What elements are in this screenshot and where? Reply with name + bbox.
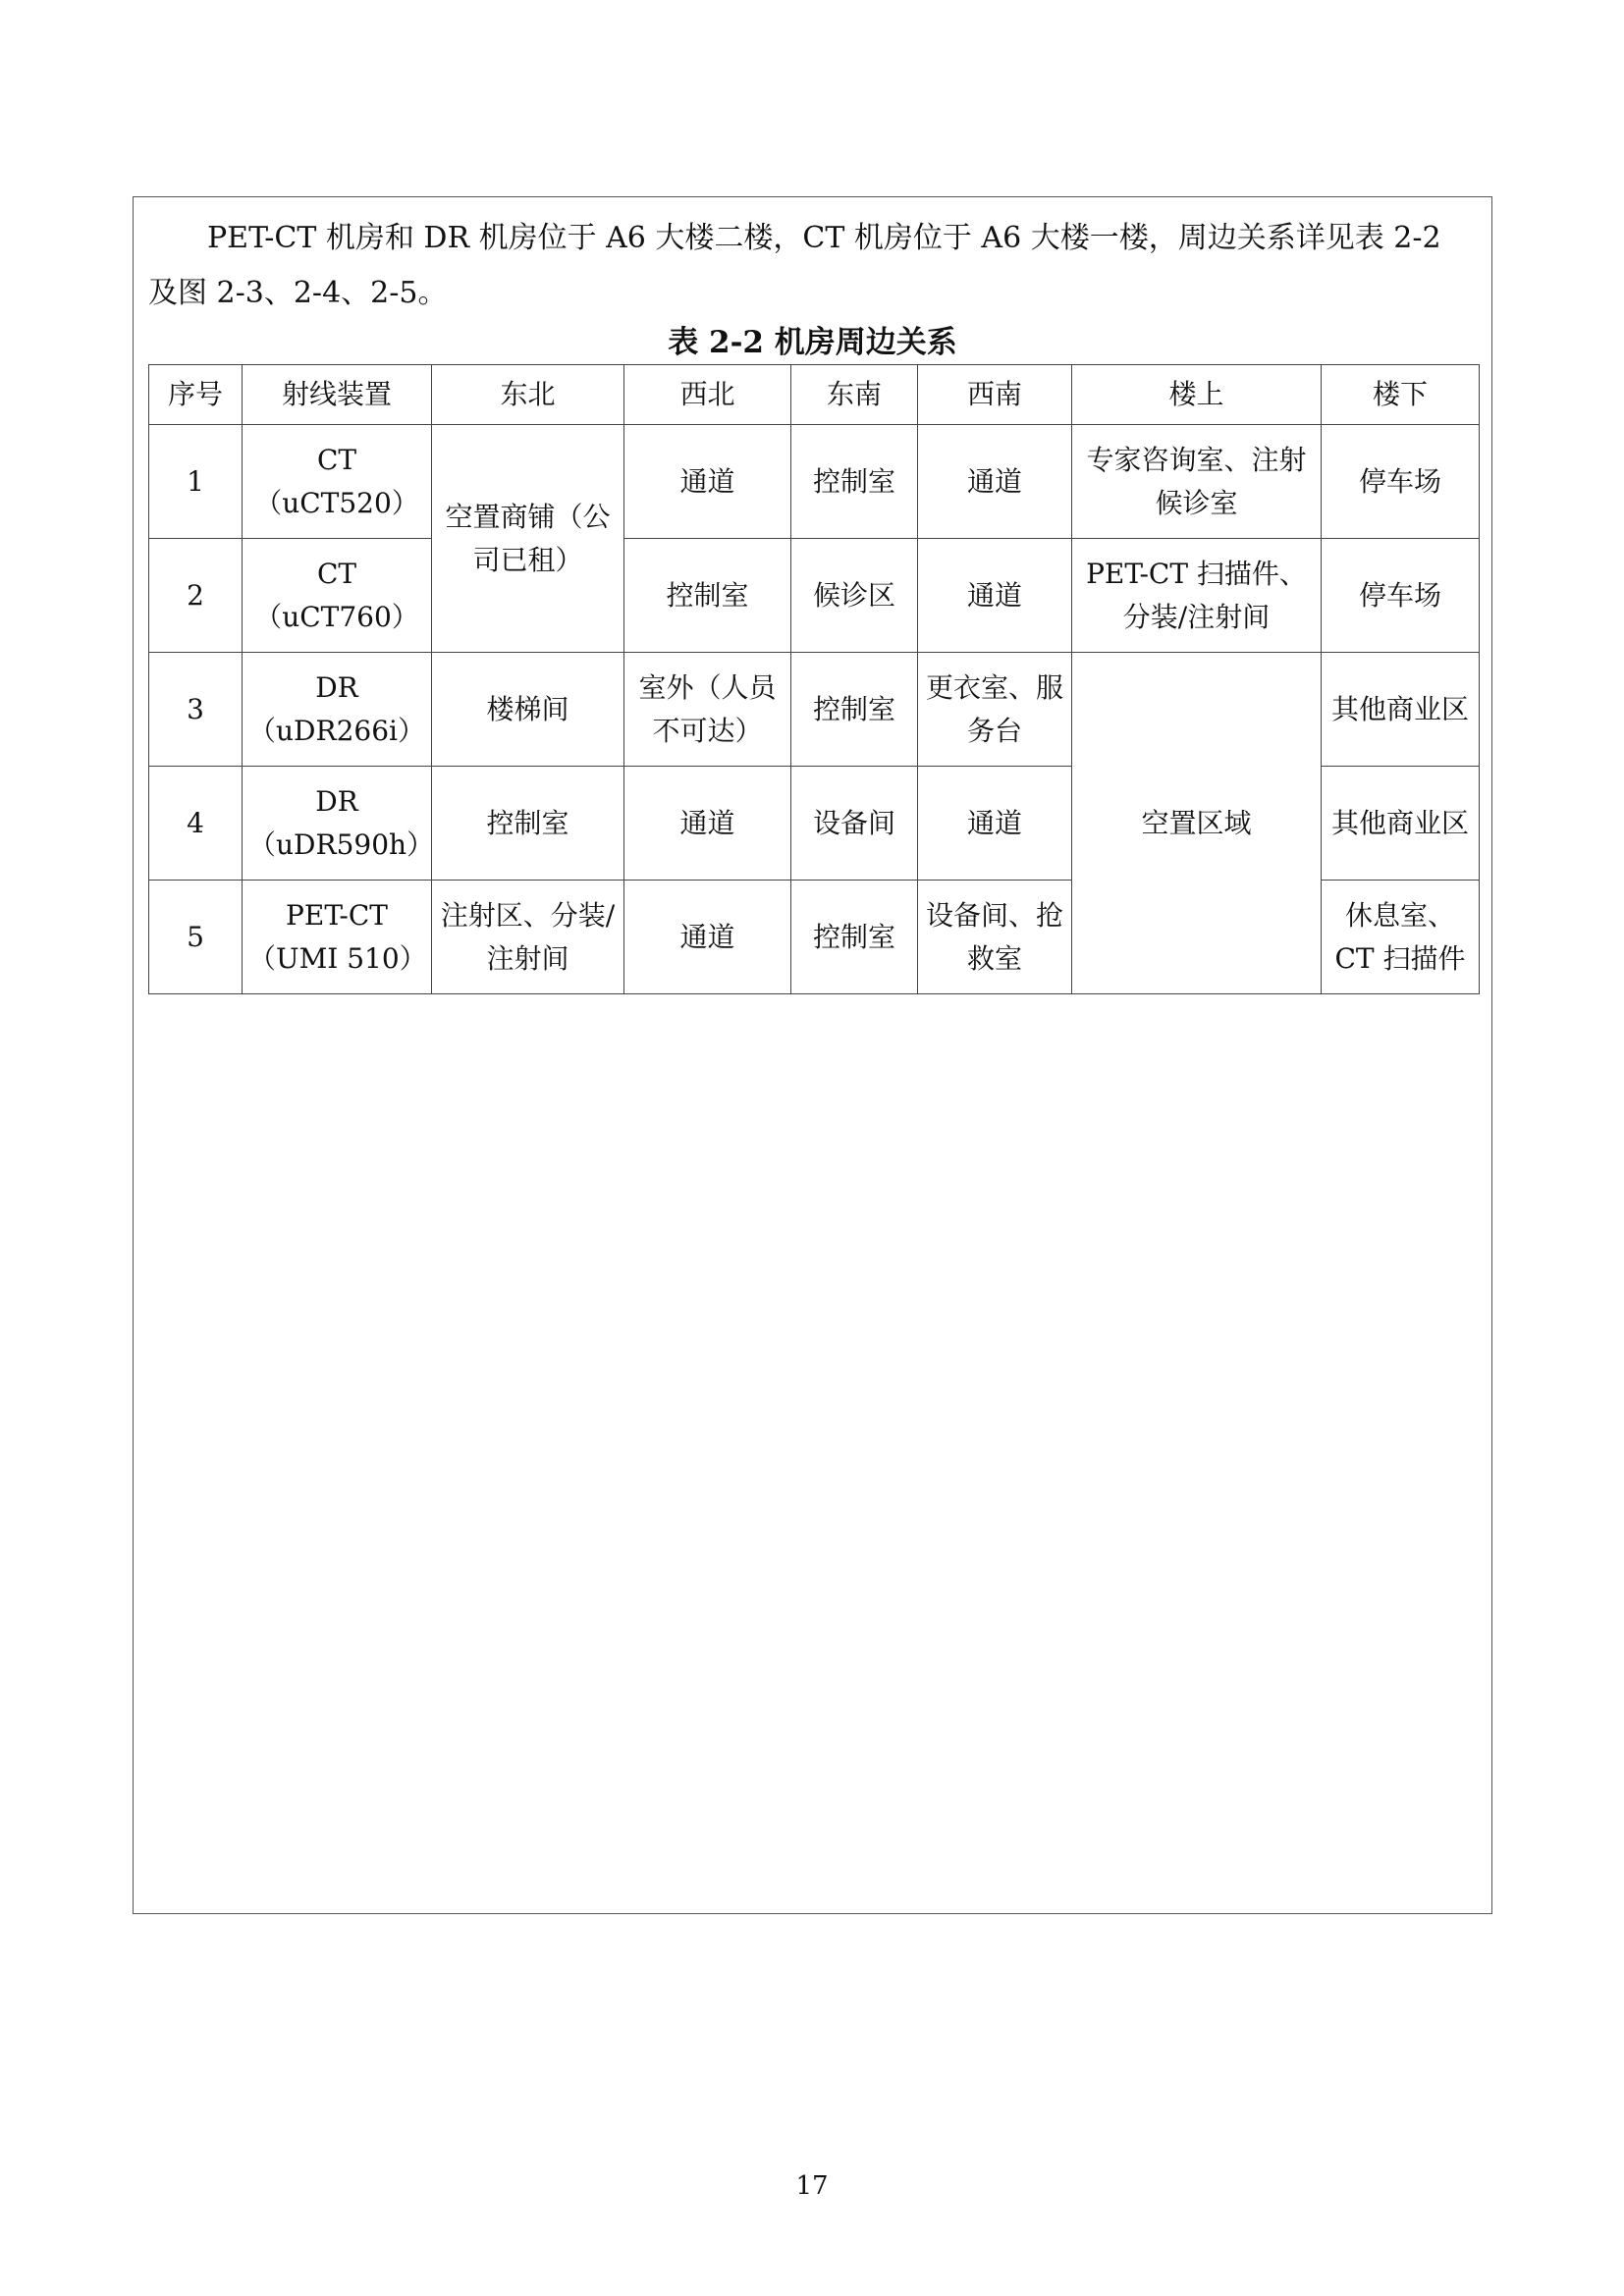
device-name: PET-CT <box>286 898 388 932</box>
southeast-cell: 控制室 <box>791 653 918 767</box>
device-cell <box>243 653 432 767</box>
northeast-cell: 控制室 <box>432 767 624 881</box>
header-cell: 序号 <box>149 365 243 425</box>
southwest-cell: 更衣室、服务台 <box>918 653 1072 767</box>
device-model: （uCT520） <box>254 486 419 519</box>
device-name: DR <box>315 784 358 818</box>
northeast-merged-cell: 空置商铺（公司已租） <box>432 425 624 653</box>
device-model: （UMI 510） <box>248 941 427 975</box>
southwest-cell: 设备间、抢救室 <box>918 881 1072 994</box>
southwest-cell: 通道 <box>918 425 1072 539</box>
downstairs-cell: 停车场 <box>1322 425 1480 539</box>
device-model: （uDR590h） <box>248 828 435 861</box>
downstairs-cell: 其他商业区 <box>1322 653 1480 767</box>
device-model: （uDR266i） <box>248 714 425 747</box>
table-row <box>149 539 1480 653</box>
device-cell <box>243 539 432 653</box>
downstairs-cell: 其他商业区 <box>1322 767 1480 881</box>
northeast-cell: 楼梯间 <box>432 653 624 767</box>
device-name: DR <box>315 670 358 704</box>
table-header-row <box>149 365 1480 425</box>
content-frame <box>133 196 1492 1914</box>
northwest-cell: 通道 <box>624 767 791 881</box>
device-name: CT <box>316 557 357 590</box>
surroundings-table <box>148 364 1480 994</box>
row-number: 2 <box>149 539 243 653</box>
row-number: 3 <box>149 653 243 767</box>
header-cell: 西北 <box>624 365 791 425</box>
row-number: 4 <box>149 767 243 881</box>
device-cell <box>243 881 432 994</box>
header-cell: 楼下 <box>1322 365 1480 425</box>
table-row <box>149 425 1480 539</box>
row-number: 1 <box>149 425 243 539</box>
upstairs-cell: 专家咨询室、注射候诊室 <box>1072 425 1322 539</box>
header-cell: 射线装置 <box>243 365 432 425</box>
header-cell: 东北 <box>432 365 624 425</box>
southeast-cell: 控制室 <box>791 425 918 539</box>
southwest-cell: 通道 <box>918 539 1072 653</box>
northwest-cell: 控制室 <box>624 539 791 653</box>
downstairs-cell: 休息室、CT 扫描件 <box>1322 881 1480 994</box>
southeast-cell: 控制室 <box>791 881 918 994</box>
northwest-cell: 通道 <box>624 881 791 994</box>
header-cell: 东南 <box>791 365 918 425</box>
table-row <box>149 653 1480 767</box>
device-name: CT <box>316 443 357 476</box>
southeast-cell: 候诊区 <box>791 539 918 653</box>
southwest-cell: 通道 <box>918 767 1072 881</box>
device-cell <box>243 767 435 881</box>
table-caption: 表 2-2 机房周边关系 <box>668 325 957 360</box>
header-cell: 楼上 <box>1072 365 1322 425</box>
header-cell: 西南 <box>918 365 1072 425</box>
device-model: （uCT760） <box>254 600 419 633</box>
northwest-cell: 通道 <box>624 425 791 539</box>
downstairs-cell: 停车场 <box>1322 539 1480 653</box>
device-cell <box>243 425 432 539</box>
row-number: 5 <box>149 881 243 994</box>
northwest-cell: 室外（人员不可达） <box>624 653 791 767</box>
southeast-cell: 设备间 <box>791 767 918 881</box>
intro-paragraph: PET-CT 机房和 DR 机房位于 A6 大楼二楼，CT 机房位于 A6 大楼一楼，周边关系详见表 2-2 及图 2-3、2-4、2-5。 <box>148 221 1441 310</box>
upstairs-cell: PET-CT 扫描件、分装/注射间 <box>1072 539 1322 653</box>
northeast-cell: 注射区、分装/注射间 <box>432 881 624 994</box>
upstairs-merged-cell: 空置区域 <box>1072 653 1322 994</box>
page-number: 17 <box>795 2171 829 2201</box>
